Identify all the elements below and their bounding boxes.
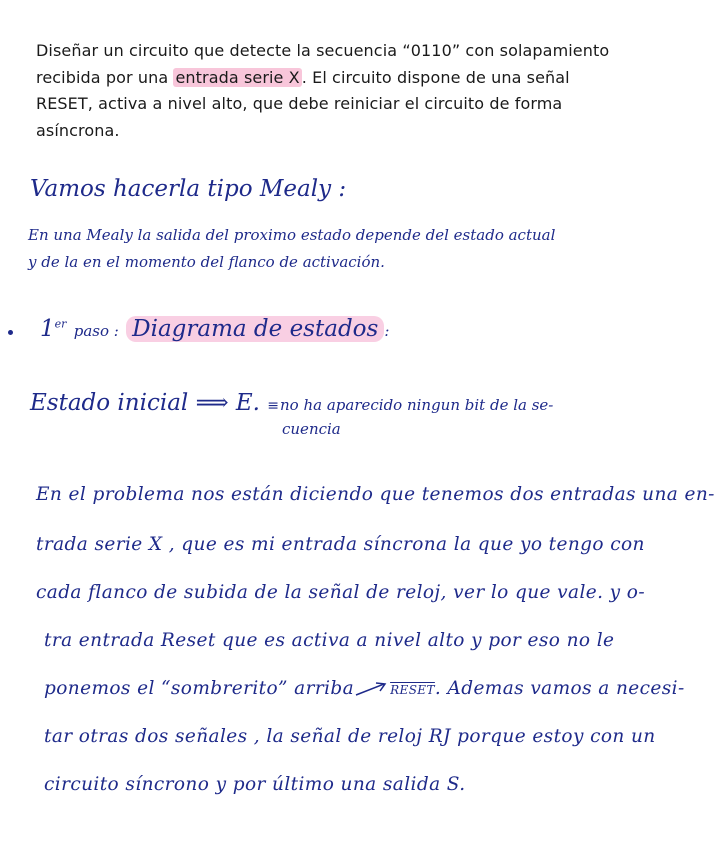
reset-overline-label: RESET <box>390 683 435 697</box>
mealy-title: Vamos hacerla tipo Mealy : <box>30 176 347 202</box>
mealy-definition-line-2: y de la en el momento del flanco de activación. <box>28 253 385 271</box>
step-number: 1 <box>40 316 55 342</box>
initial-state-symbol: E. <box>235 390 260 416</box>
initial-state-line <box>30 390 279 416</box>
paragraph-line-2: trada serie X , que es mi entrada síncrona la que yo tengo con <box>36 534 645 555</box>
paragraph-line-5b: . Ademas vamos a necesi- <box>434 678 685 699</box>
paragraph-line-5 <box>44 678 685 699</box>
step-heading <box>40 316 389 342</box>
paragraph-line-3: cada flanco de subida de la señal de reloj, ver lo que vale. y o- <box>36 582 645 603</box>
initial-state-desc-2: cuencia <box>282 420 341 438</box>
paragraph-line-4: tra entrada Reset que es activa a nivel alto y por eso no le <box>44 630 615 651</box>
statement-line-2 <box>36 65 636 92</box>
statement-line-4: asíncrona. <box>36 120 120 140</box>
implies-arrow-icon: ⟹ <box>195 390 229 416</box>
step-word: paso : <box>73 322 119 340</box>
equivalence-icon: ≡ <box>267 398 280 414</box>
step-ordinal: er <box>54 317 67 331</box>
step-colon: : <box>384 322 390 340</box>
paragraph-line-1: En el problema nos están diciendo que tenemos dos entradas una en- <box>36 484 715 505</box>
statement-line-2-pre: recibida por una <box>36 67 174 87</box>
paragraph-line-5a: ponemos el “sombrerito” arriba <box>44 678 355 699</box>
statement-line-3: RESET, activa a nivel alto, que debe reiniciar el circuito de forma <box>36 94 563 113</box>
paragraph-line-7: circuito síncrono y por último una salida S. <box>44 774 466 795</box>
problem-statement <box>36 38 636 144</box>
bullet-dot <box>8 330 13 335</box>
statement-line-2-post: . El circuito dispone de una señal <box>301 67 570 87</box>
mealy-definition-line-1: En una Mealy la salida del proximo estado depende del estado actual <box>28 226 556 244</box>
initial-state-label: Estado inicial <box>30 390 189 416</box>
initial-state-desc-1: no ha aparecido ningun bit de la se- <box>280 396 554 414</box>
paragraph-line-6: tar otras dos señales , la señal de reloj RJ porque estoy con un <box>44 726 656 747</box>
arrow-to-reset-icon <box>354 681 390 697</box>
step-title-highlight: Diagrama de estados <box>126 316 384 342</box>
statement-line-1: Diseñar un circuito que detecte la secuencia “0110” con solapamiento <box>36 41 610 60</box>
highlight-serial-input: entrada serie X <box>175 67 300 87</box>
